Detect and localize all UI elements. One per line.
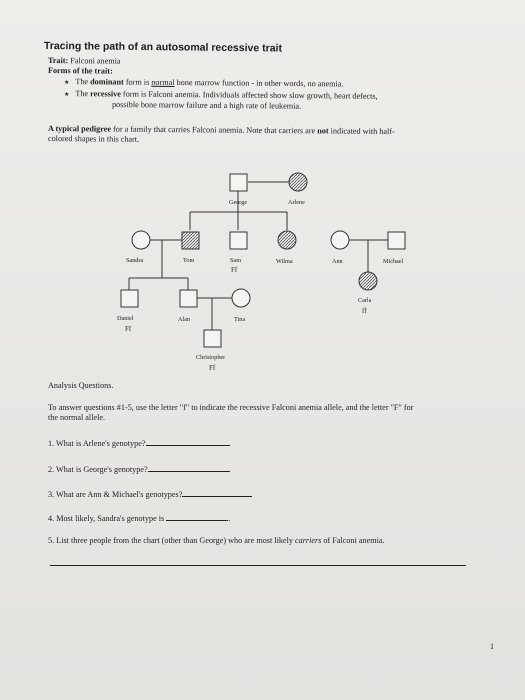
question-1-text: 1. What is Arlene's genotype? bbox=[48, 439, 146, 448]
tom-square-affected bbox=[182, 232, 199, 249]
daniel-label: Daniel bbox=[117, 315, 134, 322]
question-3 bbox=[48, 488, 252, 499]
question-5-text: 5. List three people from the chart (other than George) who are most likely bbox=[48, 536, 295, 545]
sam-square bbox=[230, 232, 247, 249]
carla-genotype: ff bbox=[362, 307, 367, 315]
christopher-square bbox=[204, 330, 221, 347]
question-5 bbox=[48, 536, 385, 545]
michael-square bbox=[388, 232, 405, 249]
form-dominant-mid: form is bbox=[123, 77, 152, 87]
form-dominant-underlined: normal bbox=[151, 77, 175, 87]
analysis-instructions-line1: To answer questions #1-5, use the letter "f" to indicate the recessive Falconi anemia allele, and the letter "F" for bbox=[48, 403, 414, 412]
trait-value: Falconi anemia bbox=[70, 56, 121, 66]
question-3-text: 3. What are Ann & Michael's genotypes? bbox=[48, 490, 183, 499]
tina-label: Tina bbox=[234, 316, 246, 323]
tom-label: Tom bbox=[183, 257, 195, 264]
daniel-square bbox=[121, 290, 138, 307]
question-2-answer-blank[interactable] bbox=[148, 463, 230, 472]
form-dominant-pre: The bbox=[75, 77, 91, 87]
wilma-circle-affected bbox=[278, 231, 296, 249]
form-recessive-post: form is Falconi anemia. Individuals affected show slow growth, heart defects, bbox=[120, 89, 378, 101]
question-4-text: 4. Most likely, Sandra's genotype is bbox=[48, 514, 165, 523]
analysis-instructions-line2: the normal allele. bbox=[48, 413, 106, 422]
alan-square bbox=[180, 290, 197, 307]
question-2-text: 2. What is George's genotype? bbox=[48, 465, 148, 474]
question-5-post: of Falconi anemia. bbox=[321, 536, 385, 545]
intro-not: not bbox=[317, 126, 329, 136]
tina-circle bbox=[232, 289, 250, 307]
star-bullet-icon: ★ bbox=[63, 91, 70, 99]
page-title: Tracing the path of an autosomal recessive trait bbox=[43, 40, 283, 55]
question-5-italic: carriers bbox=[294, 536, 322, 545]
ann-circle bbox=[331, 231, 349, 249]
ann-label: Ann bbox=[332, 258, 343, 265]
form-dominant-post: bone marrow function - in other words, no anemia. bbox=[174, 77, 344, 89]
george-square bbox=[230, 174, 247, 191]
daniel-genotype: Ff bbox=[125, 325, 132, 333]
form-dominant-bold: dominant bbox=[90, 77, 124, 87]
question-4-answer-blank[interactable] bbox=[166, 512, 231, 523]
wilma-label: Wilma bbox=[276, 258, 293, 265]
sam-genotype: Ff bbox=[231, 266, 238, 274]
arlene-circle-affected bbox=[289, 173, 307, 191]
pedigree-intro-line2: colored shapes in this chart. bbox=[47, 134, 140, 144]
intro-text1: for a family that carries Falconi anemia. Note that carriers are bbox=[110, 124, 318, 136]
sam-label: Sam bbox=[230, 257, 242, 264]
trait-label: Trait: bbox=[47, 56, 69, 66]
star-bullet-icon: ★ bbox=[63, 79, 70, 87]
question-1 bbox=[48, 437, 230, 448]
question-1-answer-blank[interactable] bbox=[146, 437, 230, 446]
alan-label: Alan bbox=[178, 316, 191, 323]
form-recessive-pre: The bbox=[75, 89, 91, 99]
forms-label: Forms of the trait: bbox=[47, 66, 113, 76]
form-recessive-bold: recessive bbox=[90, 89, 121, 99]
christopher-genotype: Ff bbox=[209, 364, 216, 372]
intro-bold-phrase: A typical pedigree bbox=[47, 124, 112, 134]
carla-circle-affected bbox=[359, 272, 377, 290]
intro-text2: indicated with half- bbox=[328, 126, 395, 137]
question-5-answer-line[interactable] bbox=[50, 565, 466, 566]
sandra-circle bbox=[132, 231, 150, 249]
george-label: George bbox=[229, 199, 248, 206]
arlene-label: Arlene bbox=[288, 199, 305, 206]
analysis-heading: Analysis Questions. bbox=[48, 381, 114, 390]
christopher-label: Christopher bbox=[196, 354, 226, 361]
sandra-label: Sandra bbox=[126, 257, 144, 264]
carla-label: Carla bbox=[358, 297, 372, 304]
question-2 bbox=[48, 463, 230, 474]
form-recessive-continued: possible bone marrow failure and a high rate of leukemia. bbox=[111, 100, 302, 111]
question-4 bbox=[48, 512, 230, 523]
michael-label: Michael bbox=[383, 258, 404, 265]
question-4-period: . bbox=[228, 514, 231, 523]
page-number: 1 bbox=[490, 642, 494, 651]
question-3-answer-blank[interactable] bbox=[182, 488, 252, 497]
